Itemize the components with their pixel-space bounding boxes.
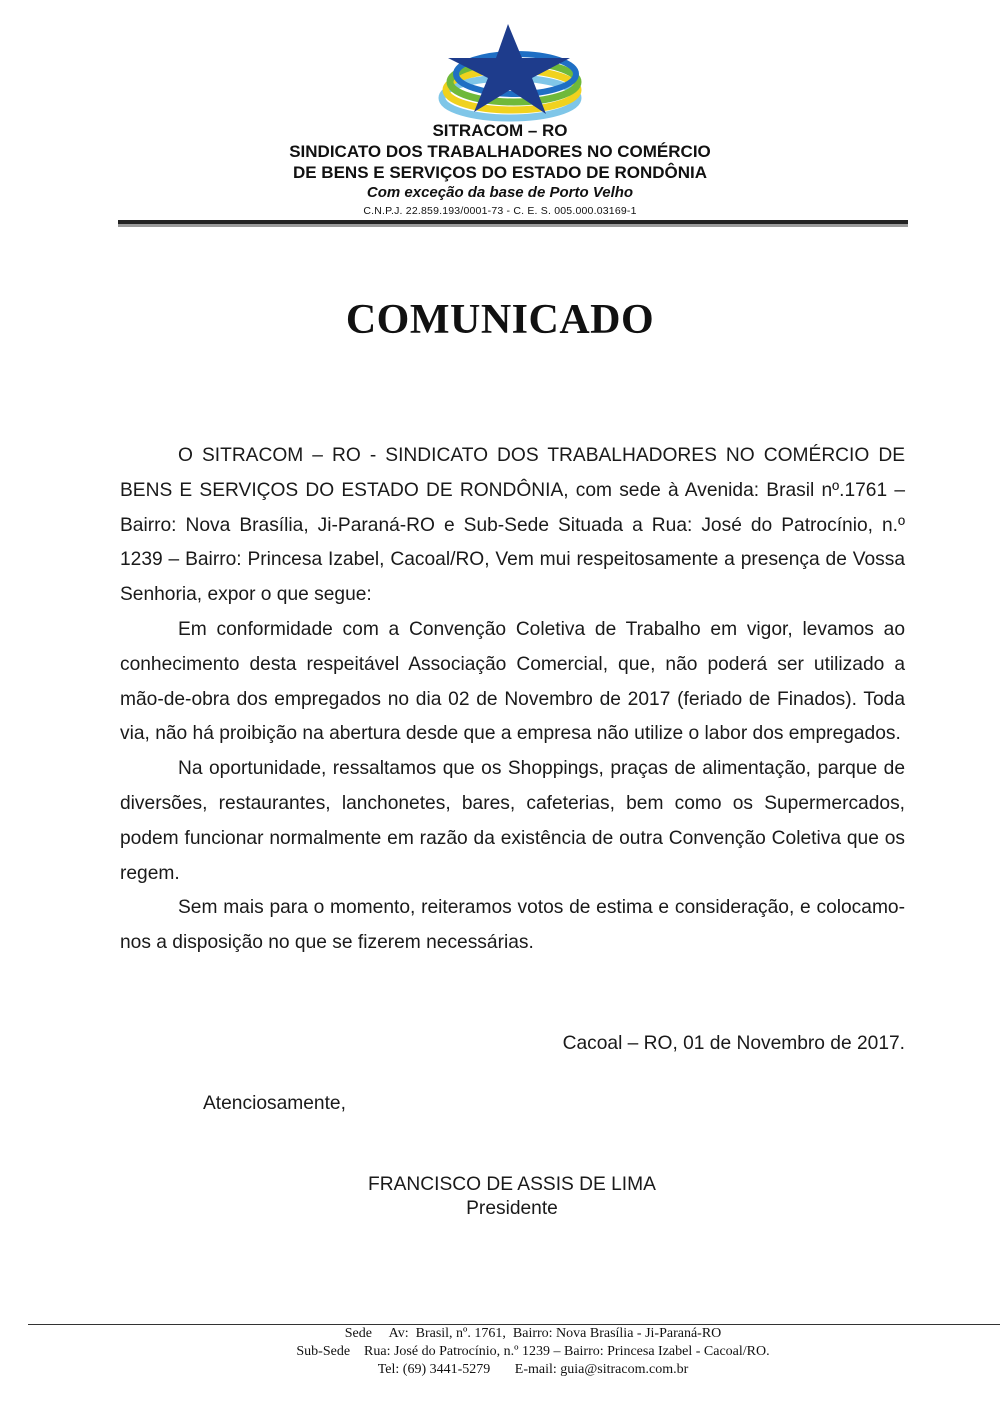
header-divider-shadow [118, 224, 908, 227]
body-paragraph-2: Em conformidade com a Convenção Coletiva de Trabalho em vigor, levamos ao conhecimento desta respeitável Associação Comercial, que, não poderá ser utilizado a mão-de-obra dos empregados no dia 02 de Novembro de 2017 (feriado de Finados). Toda via, não há proibição na abertura desde que a empresa não utilize o labor dos empregados. [120, 618, 905, 745]
body-paragraph-4: Sem mais para o momento, reiteramos votos de estima e consideração, e colocamo-nos a disposição no que se fizerem necessárias. [120, 897, 905, 954]
signatory-role: Presidente [466, 1198, 558, 1219]
dateline: Cacoal – RO, 01 de Novembro de 2017. [562, 1033, 905, 1054]
signatory-name: FRANCISCO DE ASSIS DE LIMA [368, 1174, 656, 1195]
sitracom-logo-icon [430, 18, 590, 124]
header-subtitle: Com exceção da base de Porto Velho [366, 184, 634, 201]
header-union-name-line2: DE BENS E SERVIÇOS DO ESTADO DE RONDÔNIA [292, 163, 708, 182]
footer-address-branch: Sub-Sede Rua: José do Patrocínio, n.º 1239 – Bairro: Princesa Izabel - Cacoal/RO. [296, 1344, 770, 1359]
body-paragraph-3: Na oportunidade, ressaltamos que os Shoppings, praças de alimentação, parque de diversões, restaurantes, lanchonetes, bares, cafeterias, bem como os Supermercados, podem funcionar normalmente em razão da existência de outra Convenção Coletiva que os regem. [120, 758, 905, 884]
header-acronym: SITRACOM – RO [432, 121, 568, 140]
footer-contact: Tel: (69) 3441-5279 E-mail: guia@sitracom.com.br [377, 1362, 689, 1377]
header-registration: C.N.P.J. 22.859.193/0001-73 - C. E. S. 005.000.03169-1 [363, 205, 637, 217]
header-union-name-line1: SINDICATO DOS TRABALHADORES NO COMÉRCIO [289, 142, 711, 161]
document-body [120, 439, 905, 961]
closing-salutation: Atenciosamente, [203, 1093, 346, 1114]
footer-divider [28, 1324, 1000, 1325]
body-paragraph-1: O SITRACOM – RO - SINDICATO DOS TRABALHADORES NO COMÉRCIO DE BENS E SERVIÇOS DO ESTADO DE RONDÔNIA, com sede à Avenida: Brasil nº.1761 – Bairro: Nova Brasília, Ji-Paraná-RO e Sub-Sede Situada a Rua: José do Patrocínio, n.º 1239 – Bairro: Princesa Izabel, Cacoal/RO, Vem mui respeitosamente a presença de Vossa Senhoria, expor o que segue: [120, 445, 905, 606]
footer-address-headquarters: Sede Av: Brasil, nº. 1761, Bairro: Nova Brasília - Ji-Paraná-RO [344, 1326, 722, 1341]
document-title: COMUNICADO [345, 297, 655, 343]
